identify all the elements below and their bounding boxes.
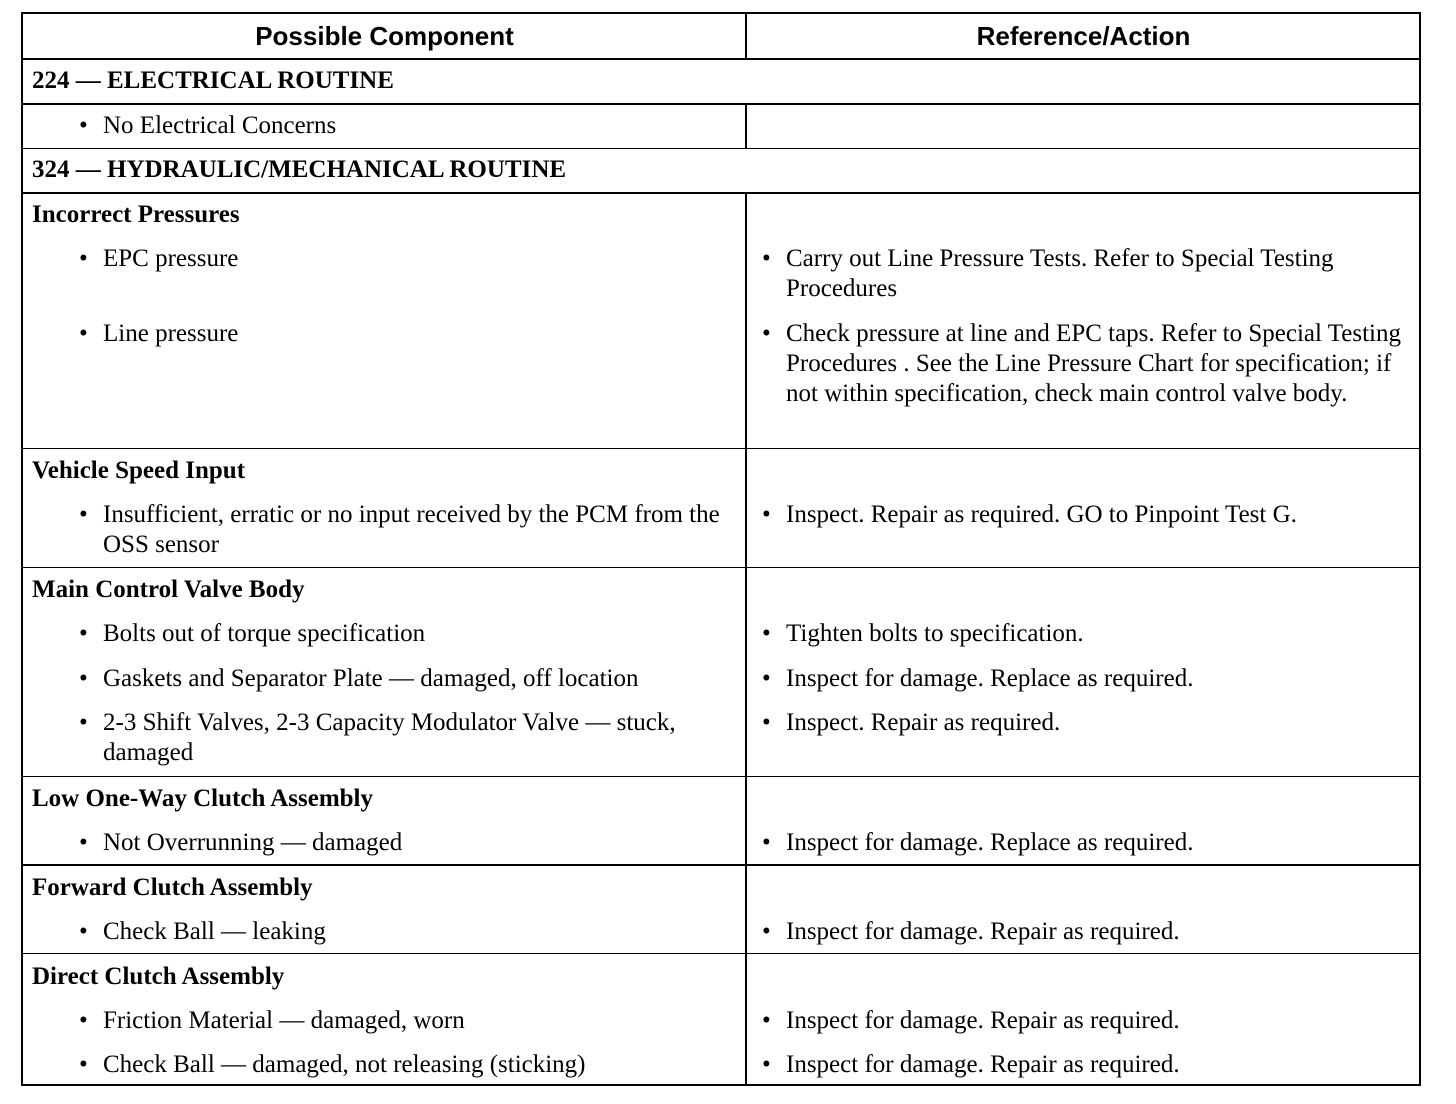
- column-header-component: Possible Component: [255, 21, 514, 51]
- action-text: Carry out Line Pressure Tests. Refer to Special Testing Procedures: [786, 245, 1334, 302]
- bullet: •: [762, 620, 771, 647]
- list-item: [762, 319, 1426, 409]
- bullet: •: [79, 112, 88, 139]
- bullet: •: [762, 501, 771, 528]
- list-item: [79, 917, 743, 947]
- section-title-main-control: Main Control Valve Body: [32, 576, 305, 603]
- action-text: Inspect for damage. Replace as required.: [786, 665, 1194, 692]
- row-divider: [23, 448, 1419, 449]
- bullet: •: [762, 665, 771, 692]
- bullet: •: [79, 665, 88, 692]
- component-text: EPC pressure: [103, 245, 239, 272]
- row-divider: [23, 192, 1419, 194]
- component-text: 2-3 Shift Valves, 2-3 Capacity Modulator Valve — stuck, damaged: [103, 709, 676, 766]
- section-title-vehicle-speed: Vehicle Speed Input: [32, 457, 246, 484]
- diagnostic-table: [21, 12, 1421, 1086]
- section-title-electrical: 224 — ELECTRICAL ROUTINE: [32, 67, 394, 94]
- bullet: •: [762, 918, 771, 945]
- action-text: Inspect for damage. Repair as required.: [786, 1051, 1180, 1078]
- component-text: No Electrical Concerns: [103, 112, 337, 139]
- action-text: Inspect for damage. Repair as required.: [786, 918, 1180, 945]
- component-text: Check Ball — leaking: [103, 918, 326, 945]
- action-text: Tighten bolts to specification.: [786, 620, 1084, 647]
- column-header-action: Reference/Action: [976, 21, 1191, 51]
- bullet: •: [79, 1051, 88, 1078]
- column-divider: [745, 14, 747, 59]
- bullet: •: [79, 709, 88, 736]
- list-item: [79, 244, 743, 274]
- list-item: [79, 619, 743, 649]
- row-divider: [23, 567, 1419, 568]
- list-item: [79, 111, 743, 141]
- bullet: •: [79, 829, 88, 856]
- row-divider: [23, 776, 1419, 777]
- table-header: [23, 14, 1419, 59]
- list-item: [762, 619, 1416, 649]
- section-title-incorrect-pressures: Incorrect Pressures: [32, 201, 240, 228]
- column-divider: [745, 104, 747, 148]
- list-item: [762, 708, 1416, 738]
- list-item: [762, 828, 1416, 858]
- bullet: •: [79, 620, 88, 647]
- bullet: •: [79, 320, 88, 347]
- bullet: •: [762, 829, 771, 856]
- list-item: [762, 917, 1416, 947]
- component-text: Gaskets and Separator Plate — damaged, off location: [103, 665, 639, 692]
- list-item: [762, 1050, 1416, 1080]
- section-title-forward-clutch: Forward Clutch Assembly: [32, 874, 313, 901]
- section-title-hydraulic: 324 — HYDRAULIC/MECHANICAL ROUTINE: [32, 156, 567, 183]
- list-item: [79, 1006, 743, 1036]
- row-divider: [23, 103, 1419, 105]
- action-text: Check pressure at line and EPC taps. Refer to Special Testing Procedures . See the Line Pressure Chart for specification; if not within specification, check main control valve body.: [786, 320, 1402, 407]
- row-divider: [23, 148, 1419, 149]
- action-text: Inspect. Repair as required. GO to Pinpoint Test G.: [786, 501, 1297, 528]
- list-item: [79, 708, 713, 768]
- list-item: [762, 500, 1416, 530]
- list-item: [762, 664, 1416, 694]
- component-text: Friction Material — damaged, worn: [103, 1007, 465, 1034]
- list-item: [79, 319, 743, 349]
- bullet: •: [762, 320, 771, 347]
- component-text: Check Ball — damaged, not releasing (sticking): [103, 1051, 586, 1078]
- component-text: Insufficient, erratic or no input received by the PCM from the OSS sensor: [103, 501, 720, 558]
- list-item: [762, 1006, 1416, 1036]
- bullet: •: [762, 1051, 771, 1078]
- bullet: •: [762, 245, 771, 272]
- list-item: [79, 500, 733, 560]
- component-text: Not Overrunning — damaged: [103, 829, 403, 856]
- row-divider: [23, 58, 1419, 60]
- action-text: Inspect. Repair as required.: [786, 709, 1061, 736]
- component-text: Line pressure: [103, 320, 239, 347]
- component-text: Bolts out of torque specification: [103, 620, 426, 647]
- bullet: •: [79, 245, 88, 272]
- bullet: •: [79, 1007, 88, 1034]
- list-item: [79, 828, 743, 858]
- section-title-low-oneway: Low One-Way Clutch Assembly: [32, 785, 374, 812]
- list-item: [762, 244, 1346, 304]
- bullet: •: [762, 709, 771, 736]
- row-divider: [23, 953, 1419, 954]
- bullet: •: [79, 918, 88, 945]
- section-title-direct-clutch: Direct Clutch Assembly: [32, 963, 285, 990]
- list-item: [79, 664, 743, 694]
- row-divider: [23, 864, 1419, 866]
- list-item: [79, 1050, 743, 1080]
- bullet: •: [79, 501, 88, 528]
- bullet: •: [762, 1007, 771, 1034]
- action-text: Inspect for damage. Repair as required.: [786, 1007, 1180, 1034]
- action-text: Inspect for damage. Replace as required.: [786, 829, 1194, 856]
